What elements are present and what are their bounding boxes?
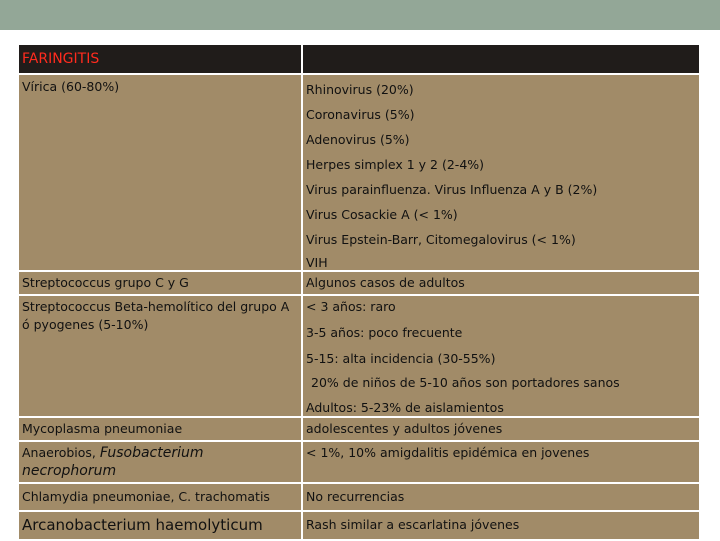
list-item: < 3 años: raro <box>306 299 396 314</box>
fusobacterium-name: Fusobacterium necrophorum <box>22 445 204 479</box>
cell-mycoplasma-note: adolescentes y adultos jóvenes <box>302 417 700 441</box>
faringitis-table <box>17 43 701 541</box>
list-item: Virus Cosackie A (< 1%) <box>306 207 458 222</box>
cell-strep-a-epidemiology <box>302 295 700 417</box>
cell-virica-agents <box>302 74 700 271</box>
table-row <box>18 441 700 483</box>
table-row <box>18 295 700 417</box>
list-item: VIH <box>306 255 328 270</box>
table-row <box>18 483 700 511</box>
table-header-row <box>18 44 700 74</box>
table-row <box>18 511 700 540</box>
arcanobacterium-name: Arcanobacterium haemolyticum <box>22 516 263 534</box>
cell-arcanobacterium-note: Rash similar a escarlatina jóvenes <box>302 511 700 540</box>
header-cell-empty <box>302 44 700 74</box>
list-item: Herpes simplex 1 y 2 (2-4%) <box>306 157 485 172</box>
table-title: FARINGITIS <box>22 51 100 67</box>
cell-strep-a <box>18 295 302 417</box>
header-cell-title <box>18 44 302 74</box>
top-accent-bar <box>0 0 720 30</box>
list-item: Coronavirus (5%) <box>306 107 415 122</box>
cell-strep-cg: Streptococcus grupo C y G <box>18 271 302 295</box>
list-item: 5-15: alta incidencia (30-55%) <box>306 351 496 366</box>
list-item: 3-5 años: poco frecuente <box>306 325 463 340</box>
cell-anaerobios <box>18 441 302 483</box>
list-item: Virus parainfluenza. Virus Influenza A y B (2%) <box>306 182 598 197</box>
table-row <box>18 271 700 295</box>
table-row <box>18 417 700 441</box>
list-item: 20% de niños de 5-10 años son portadores sanos <box>311 375 620 390</box>
strep-a-line-1: Streptococcus Beta-hemolítico del grupo A <box>22 299 290 314</box>
cell-arcanobacterium <box>18 511 302 540</box>
cell-chlamydia: Chlamydia pneumoniae, C. trachomatis <box>18 483 302 511</box>
list-item: Adenovirus (5%) <box>306 132 410 147</box>
anaerobios-prefix: Anaerobios, <box>22 445 100 460</box>
cell-anaerobios-note: < 1%, 10% amigdalitis epidémica en jovenes <box>302 441 700 483</box>
cell-virica: Vírica (60-80%) <box>18 74 302 271</box>
cell-chlamydia-note: No recurrencias <box>302 483 700 511</box>
list-item: Adultos: 5-23% de aislamientos <box>306 400 504 415</box>
cell-strep-cg-note: Algunos casos de adultos <box>302 271 700 295</box>
table-row <box>18 74 700 271</box>
strep-a-line-2: ó pyogenes (5-10%) <box>22 317 149 332</box>
list-item: Rhinovirus (20%) <box>306 82 414 97</box>
cell-mycoplasma: Mycoplasma pneumoniae <box>18 417 302 441</box>
list-item: Virus Epstein-Barr, Citomegalovirus (< 1%) <box>306 232 576 247</box>
